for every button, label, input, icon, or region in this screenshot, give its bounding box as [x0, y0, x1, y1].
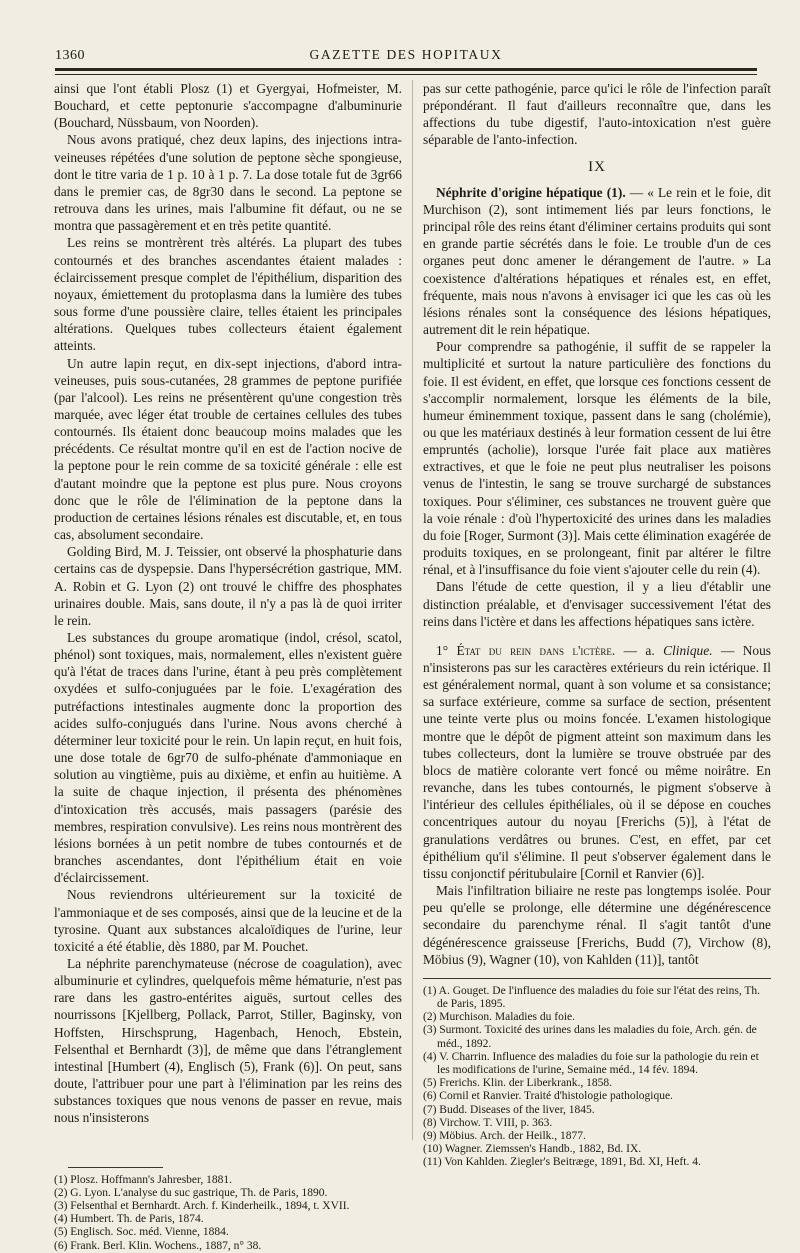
left-paragraph: La néphrite parenchymateuse (nécrose de coagulation), avec albuminurie et cylindres, quelquefois même hématurie, n'est pas rare dans les gastro-entérites aiguës, surtout celles des nourrissons [Kjellberg, Pollack, Parrot, Stiller, Baginsky, von Hoffsten, Hirschsprung, Hagenbach, Henoch, Ebstein, Felsenthal et Bernhardt (3)], de même que dans l'étranglement intestinal [Humbert (4), Englisch (5), Frank (6)]. On peut, sans doute, l'attribuer pour une part à l'élimination par les reins des substances toxiques que nous venons de passer en revue, mais nous n'insisterons: [54, 955, 402, 1126]
left-footnotes: [54, 1174, 402, 1253]
section-number: IX: [588, 158, 606, 175]
footnote: (5) Englisch. Soc. méd. Vienne, 1884.: [54, 1226, 229, 1239]
nephrite-body: — « Le rein et le foie, dit Murchison (2), sont intimement liés par leurs fonctions, le principal rôle des reins étant d'éliminer certains produits qui sont en grande partie sécrétés dans le foie. Le trouble d'un de ces organes peut donc amener le dérangement de l'autre. » La coexistence d'altérations hépatiques et rénales est, en effet, fréquente, mais nous n'avons à envisager ici que les cas où les lésions rénales sont la conséquence des lésions hépatiques, autrement dit le rein hépatique.: [423, 184, 771, 338]
footnote: (11) Von Kahlden. Ziegler's Beitræge, 1891, Bd. XI, Heft. 4.: [423, 1156, 701, 1169]
left-paragraph: Nous avons pratiqué, chez deux lapins, des injections intra-veineuses répétées d'une solution de peptone sèche spongieuse, dont le titre varia de 1 p. 10 à 1 p. 7. La dose totale fut de 3gr66 dans le premier cas, de 8gr30 dans le second. La peptone se retrouva dans les urines, mais l'albumine fit défaut, ou ne se montra que passagèrement et en très petite quantité.: [54, 132, 402, 234]
left-paragraph: Golding Bird, M. J. Teissier, ont observé la phosphaturie dans certains cas de dyspepsie. Dans l'hypersécrétion gastrique, MM. A. Robin et G. Lyon (2) ont trouvé le chiffre des phosphates urinaires double. Mais, sans doute, il n'y a pas là de quoi irriter le rein.: [54, 544, 402, 628]
footnote: (7) Budd. Diseases of the liver, 1845.: [423, 1103, 595, 1116]
column-divider: [412, 80, 413, 1140]
footnote: (3) Surmont. Toxicité des urines dans les maladies du foie, Arch. gén. de méd., 1892.: [423, 1024, 757, 1050]
left-paragraph: Un autre lapin reçut, en dix-sept injections, d'abord intra-veineuses, puis sous-cutanées, 28 grammes de peptone purifiée (par l'alcool). Les reins ne présentèrent qu'une congestion très marquée, avec léger état trouble de certaines cellules des tubes contournés. Ils étaient donc beaucoup moins malades que les précédents. Ce résultat montre qu'il en est de l'action nocive de la peptone pour le rein comme de sa toxicité générale : elle est d'autant moindre que la peptone est plus pure. Nous croyons donc que le rôle de l'élimination de la peptone dans la production de certaines lésions rénales est discutable, et, en tous cas, absolument secondaire.: [54, 355, 402, 543]
section-title: Néphrite d'origine hépatique (1).: [436, 184, 626, 200]
subsection-paragraph: [423, 642, 771, 882]
right-footnotes: [423, 985, 771, 1170]
footnote-rule: [423, 978, 771, 979]
footnote: (6) Cornil et Ranvier. Traité d'histologie pathologique.: [423, 1090, 673, 1103]
footnote: (5) Frerichs. Klin. der Liberkrank., 1858.: [423, 1077, 613, 1090]
left-paragraph: ainsi que l'ont établi Plosz (1) et Gyergyai, Hofmeister, M. Bouchard, et cette peptonurie s'accompagne d'albuminurie (Bouchard, Nüssbaum, von Noorden).: [54, 81, 402, 131]
left-paragraph: Les substances du groupe aromatique (indol, crésol, scatol, phénol) sont toxiques, mais, normalement, elles n'existent guère qu'à l'état de traces dans l'urine, étant à peu près complètement oxydées et sulfo-conjuguées par le foie. L'exagération des putréfactions intestinales augmente donc la proportion des acides sulfo-conjugués dans l'urine. Nous avons cherché à déterminer leur toxicité pour le rein. Un lapin reçut, en huit fois, une dose totale de 6gr70 de sulfo-phénate d'ammoniaque en solution au vingtième, puis au dixième, et enfin au huitième. A la suite de chaque injection, il présenta des phénomènes d'intoxication très accusés, mais passagers (parésie des membres, respiration convulsive). Les reins nous montrèrent des lésions bornées à un petit nombre de tubes contournés et de branches ascendantes, dont l'épithélium était en voie d'éclaircissement.: [54, 630, 402, 886]
footnote: (2) G. Lyon. L'analyse du suc gastrique, Th. de Paris, 1890.: [54, 1186, 328, 1199]
footnote: (4) Humbert. Th. de Paris, 1874.: [54, 1213, 204, 1226]
subsection-label: 1° État du rein dans l'ictère.: [436, 642, 616, 658]
right-paragraph: Pour comprendre sa pathogénie, il suffit de se rappeler la multiplicité et surtout la nature particulière des fonctions du foie. Il est évident, en effet, que lorsque ces fonctions cessent de s'accomplir normalement, lorsque les éléments de la bile, humeur éminemment toxique, passent dans le sang (cholémie), ou que les matériaux destinés à leur formation cessent de lui être empruntés (acholie), lorsque l'urée fait place aux matières extractives, et que le foie ne peut plus neutraliser les poisons venus de l'intestin, le sang se trouve surchargé de substances toxiques. Pour s'éliminer, ces substances ne trouvent guère que la voie rénale : d'où l'hypertoxicité des urines dans les maladies du foie [Roger, Surmont (3)]. Mais cette élimination exagérée de produits toxiques, en se prolongeant, finit par altérer le filtre rénal, et à l'insuffisance du foie vient s'ajouter celle du rein (4).: [423, 339, 771, 578]
left-column: [54, 80, 402, 1253]
left-paragraph: Nous reviendrons ultérieurement sur la toxicité de l'ammoniaque et de ses composés, ainsi que de la leucine et de la tyrosine. Quant aux substances alcaloïdiques de l'urine, leur toxicité a été établie, dès 1880, par M. Pouchet.: [54, 887, 402, 954]
subsection-mid: — a.: [615, 642, 664, 658]
footnote: (4) V. Charrin. Influence des maladies du foie sur la pathologie du rein et les modifications de l'urine, Semaine méd., 14 fév. 1894.: [423, 1050, 759, 1077]
right-column: [423, 80, 771, 1170]
right-paragraph: Dans l'étude de cette question, il y a lieu d'établir une distinction préalable, et d'envisager successivement l'état des reins dans l'ictère et dans les affections hépatiques sans ictère.: [423, 579, 771, 629]
header-rule-thin: [55, 74, 757, 75]
nephrite-paragraph: [423, 184, 771, 338]
right-paragraph: pas sur cette pathogénie, parce qu'ici le rôle de l'infection paraît prépondérant. Il faut d'ailleurs reconnaître que, dans les affections du tube digestif, l'auto-intoxication n'est guère séparable de l'anto-infection.: [423, 81, 771, 148]
footnote: (2) Murchison. Maladies du foie.: [423, 1011, 576, 1024]
footnote: (1) A. Gouget. De l'influence des maladies du foie sur l'état des reins, Th. de Paris, 1895.: [423, 984, 761, 1011]
page-header: [55, 44, 757, 66]
subsection-clinique: Clinique.: [663, 642, 713, 658]
footnote: (1) Plosz. Hoffmann's Jahresber, 1881.: [54, 1173, 233, 1186]
footnote: (10) Wagner. Ziemssen's Handb., 1882, Bd. IX.: [423, 1143, 642, 1156]
page-number: 1360: [55, 48, 85, 63]
footnote: (9) Möbius. Arch. der Heilk., 1877.: [423, 1130, 586, 1143]
header-rule-thick: [55, 68, 757, 71]
left-paragraph: Les reins se montrèrent très altérés. La plupart des tubes contournés et des branches ascendantes étaient malades : éclaircissement presque complet de l'épithélium, disparition des noyaux, émiettement du protoplasma dans la lumière des tubes sous forme d'une poussière claire, telles étaient les principales altérations. Quelques tubes collecteurs étaient également atteints.: [54, 235, 402, 354]
footnote: (6) Frank. Berl. Klin. Wochens., 1887, n° 38.: [54, 1239, 262, 1252]
footnote: (8) Virchow. T. VIII, p. 363.: [423, 1116, 553, 1129]
footnote-rule: [68, 1167, 163, 1168]
running-title: GAZETTE DES HOPITAUX: [309, 47, 503, 62]
subsection-body: — Nous n'insisterons pas sur les caractères extérieurs du rein ictérique. Il est généralement normal, quant à son volume et sa consistance; sa surface extérieure, comme sa surface de section, présentent une teinte verte plus ou moins foncée. L'examen histologique montre que le dépôt de pigment atteint son maximum dans les tubes collecteurs, dont la lumière se trouve obstruée par des blocs de matière colorante vert foncé ou même noirâtre. En revanche, dans les tubes contournés, le pigment s'observe à l'intérieur des cellules épithéliales, où il se dépose en couches concentriques autour du noyau [Frerichs (5)], à l'état de granulations verdâtres ou brunes. C'est, en effet, par cet épithélium qu'il s'élimine. Il peut s'observer également dans le tissu conjonctif péritubulaire [Cornil et Ranvier (6)].: [423, 642, 772, 881]
right-paragraph: Mais l'infiltration biliaire ne reste pas longtemps isolée. Pour peu qu'elle se prolonge, elle détermine une dégénérescence secondaire du parenchyme rénal. Il s'agit tantôt d'une dégénérescence graisseuse [Frerichs, Budd (7), Virchow (8), Möbius (9), Wagner (10), von Kahlden (11)], tantôt: [423, 883, 771, 967]
footnote: (3) Felsenthal et Bernhardt. Arch. f. Kinderheilk., 1894, t. XVII.: [54, 1199, 350, 1212]
